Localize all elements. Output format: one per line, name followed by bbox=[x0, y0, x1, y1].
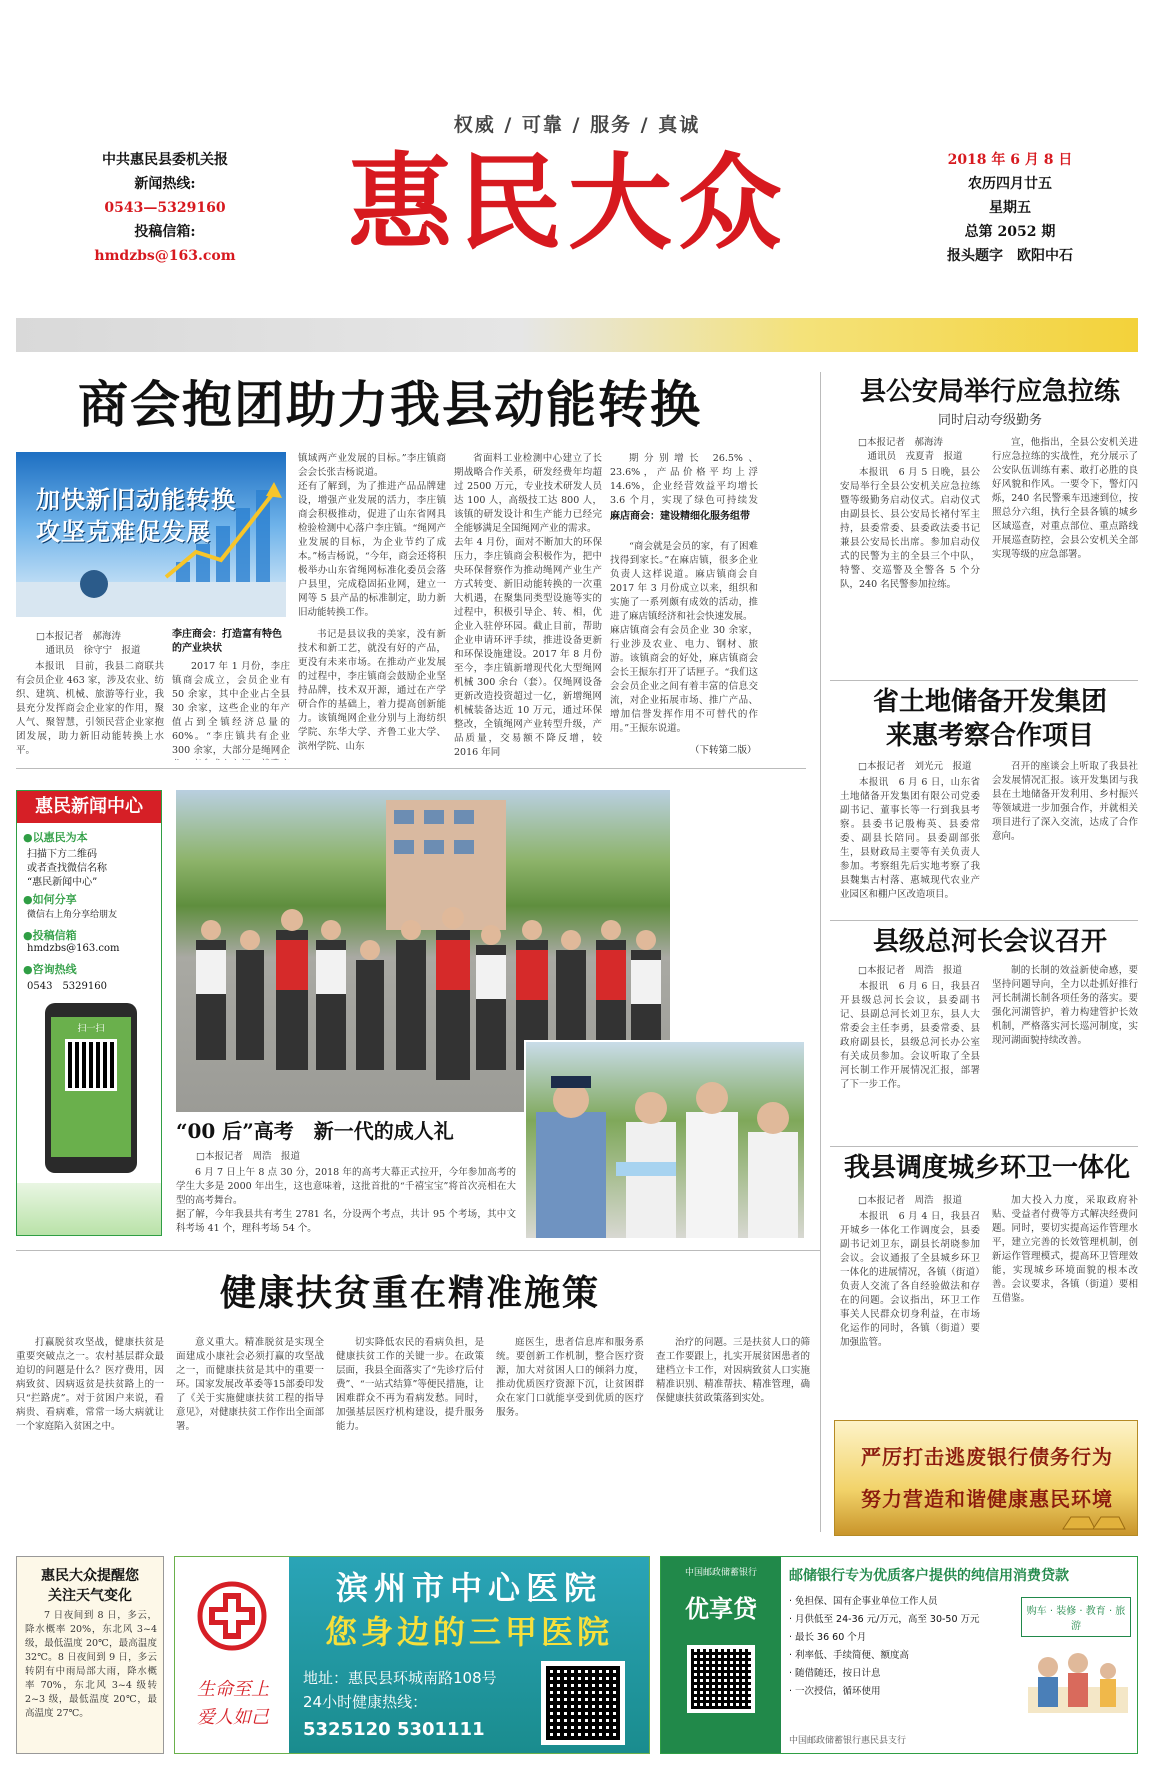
lunar-date: 农历四月廿五 bbox=[968, 176, 1052, 192]
sidebar-s1-line2: 或者查找微信名称 bbox=[27, 863, 107, 874]
continued-note: （下转第二版） bbox=[690, 745, 757, 756]
land-group-byline: □本报记者 刘光元 报道 bbox=[858, 761, 972, 772]
sidebar-s3-title: ●投稿信箱 bbox=[23, 929, 77, 942]
email-label: 投稿信箱: bbox=[134, 224, 196, 240]
health-col3: 切实降低农民的看病负担，是健康扶贫工作的关键一步。在政策层面，我县全面落实了“先诊疗后付费”、“一站式结算”等便民措施，让困难群众不再为看病发愁。同时，加强基层医疗机构建设，提升服务能力。 bbox=[336, 1337, 484, 1432]
right2-divider bbox=[830, 920, 1138, 921]
phone-illustration bbox=[45, 1003, 137, 1173]
gaokao-caption: “00 后”高考 新一代的成人礼 bbox=[176, 1119, 454, 1143]
hospital-slogan: 您身边的三甲医院 bbox=[324, 1613, 613, 1651]
lead-col2-bottom: 2017 年 1 月份，李庄镇商会成立，会员企业有 50 余家，其中企业占全县 30 余家，这些企业的年产值占到全镇经济总量的 60%。“李庄镇共有企业 300 余家，大部分是绳网企 bbox=[172, 661, 290, 756]
hospital-address: 地址：惠民县环城南路108号 bbox=[303, 1669, 497, 1687]
bank-line4: · 利率低、手续简便、额度高 bbox=[789, 1650, 910, 1661]
bank-product: 优享贷 bbox=[685, 1595, 757, 1623]
dynamic-conversion-banner bbox=[16, 452, 286, 617]
bank-line5: · 随借随还，按日计息 bbox=[789, 1668, 881, 1679]
river-chief-col1: 本报讯 6 月 6 日，我县召开县级总河长会议，县委副书记、县副总河长刘卫东，县人大常委会主任李勇，县委常委、县政府副县长，县级总河长办公室有关成员参加。会议听取了全县河长制工作开展情况汇报，部署了下一步工作。 bbox=[840, 981, 980, 1090]
calligrapher: 报头题字 欧阳中石 bbox=[947, 248, 1073, 264]
hospital-right-panel bbox=[289, 1557, 649, 1753]
hotline-number: 0543—5329160 bbox=[104, 200, 226, 216]
weather-body: 7 日夜间到 8 日，多云，降水概率 20%，东北风 3~4 级，最低温度 20℃，最高温度 32℃。8 日夜间到 9 日，多云转阴有中雨局部大雨，降水概率 70%，东北风 3~4 级转 2~3 级，最低温度 20℃，最高温度 27℃。 bbox=[25, 1610, 157, 1719]
gold-bars-icon bbox=[1059, 1509, 1129, 1531]
gaokao-byline: □本报记者 周浩 报道 bbox=[196, 1151, 300, 1162]
right-column-divider bbox=[820, 372, 821, 1532]
lead-headline: 商会抱团助力我县动能转换 bbox=[78, 376, 702, 434]
health-col5: 治疗的问题。三是扶贫人口的筛查工作要跟上，扎实开展贫困患者的建档立卡工作，对因病致贫人口实施精准识别、精准帮扶、精准管理，确保健康扶贫政策落到实处。 bbox=[656, 1337, 810, 1404]
gaokao-body: 6 月 7 日上午 8 点 30 分，2018 年的高考大幕正式拉开，今年参加高考的学生大多是 2000 年出生，这也意味着，这批首批的“千禧宝宝”将首次亮相在大型的高考舞台。 据了解，今年我县共有考生 2781 名，分设两个考点，共计 95 个考场，其中文科考场 41 个，理科考场 54 个。 bbox=[176, 1167, 516, 1234]
bank-left-panel bbox=[661, 1557, 781, 1753]
family-illustration bbox=[1023, 1637, 1133, 1717]
weather-title-1: 惠民大众提醒您 bbox=[41, 1568, 139, 1584]
org-name: 中共惠民县委机关报 bbox=[102, 152, 228, 168]
hospital-hotline: 5325120 5301111 bbox=[303, 1719, 485, 1740]
police-drill-headline: 县公安局举行应急拉练 bbox=[859, 377, 1120, 407]
lead-col2-subhead: 李庄商会：打造富有特色的产业块状 bbox=[172, 629, 282, 654]
right3-divider bbox=[830, 1146, 1138, 1147]
hospital-name: 滨州市中心医院 bbox=[335, 1569, 602, 1607]
lead-divider bbox=[16, 768, 806, 769]
sidebar-s4-text: 0543 5329160 bbox=[27, 981, 107, 992]
land-group-col2: 召开的座谈会上听取了我县社会发展情况汇报。该开发集团与我县在土地储备开发利用、乡村振兴等领域进一步加强合作，并就相关项目进行了深入交流，达成了合作意向。 bbox=[992, 761, 1138, 842]
sanitation-headline: 我县调度城乡环卫一体化 bbox=[843, 1153, 1130, 1183]
masthead-title: 惠民大众 bbox=[347, 141, 788, 264]
sidebar-title: 惠民新闻中心 bbox=[17, 791, 161, 823]
hospital-motto-1: 生命至上 bbox=[197, 1679, 269, 1700]
hospital-hotline-label: 24小时健康热线： bbox=[303, 1693, 428, 1711]
sidebar-s4-title: ●咨询热线 bbox=[23, 963, 77, 976]
police-drill-byline: □本报记者 郝海涛 通讯员 戎夏青 报道 bbox=[858, 437, 963, 462]
issue-number: 总第 2052 期 bbox=[964, 224, 1056, 240]
sidebar-s3-text: hmdzbs@163.com bbox=[27, 943, 120, 954]
hotline-label: 新闻热线: bbox=[134, 176, 196, 192]
weekday: 星期五 bbox=[989, 200, 1031, 216]
news-center-sidebar bbox=[16, 790, 162, 1236]
lead-col2-top: 镇域两产业发展的目标。”李庄镇商会会长张吉杨说道。 还有了解到，为了推进产品品牌建设，增强产业发展的活力，李庄镇商会积极推动，促进了山东省网具检验检测中心落户李庄镇。“绳网产业发展的目标，为企业节约了成本。”杨吉杨说，“今年，商会还将积极举办山东省绳网标准化委员会落户县里，完成稳固拓业网，建立一网等 5 县产品的标准制定，助力新旧动能转换工作。 bbox=[298, 453, 446, 618]
sidebar-s1-line1: 扫描下方二维码 bbox=[27, 849, 97, 860]
lead-col5: 期分别增长 26.5%、23.6%，产品价格平均上浮 14.6%，企业经营效益平均增长 3.6 个月，实现了绿色可持续发 bbox=[610, 453, 758, 506]
masthead-band bbox=[16, 318, 1138, 352]
police-drill-col2: 宣，他指出，全县公安机关进行应急拉练的实战性，充分展示了公安队伍训练有素、敢打必胜的良好风貌和作风。一要令下，警灯闪烁，240 名民警乘车迅速到位，按照总分六组，执行全县各镇的城乡区域巡查，对重点部位、重点路线开展巡查防控，会县公安机关全部实现等级的应急部署。 bbox=[992, 437, 1138, 560]
banner-line1: 加快新旧动能转换 bbox=[36, 486, 236, 514]
lead-col4: 省面料工业检测中心建立了长期战略合作关系，研发经费年均超过 2500 万元，专业技术研发人员达 100 人，高级技工达 800 人，该镇的研发设计和生产能力已经完全能够满足全国绳网产业的需求。 去年 4 月份，面对不断加大的环保压力，李庄镇商会积极作为，把中央环保督察作为推动绳网产业生产方式转变、新旧动能转换的一次重大机遇，在聚集同类型设施等实的过程中，积极引导企、转、相，优企业入驻停环园。截止目前，帮助企业申请环评手续，推进设备更新和环保设施建设。2017 年 8 月份至今，李庄镇新增现代化大型绳网机械 300 余台（套）。仅绳网设备更新改造投资超过一亿，新增绳网机械装备达近 10 万元，通过环保整改，全镇绳网产业转型升级，产品质量，交易额不降反增，较 2016 年同 bbox=[454, 453, 602, 758]
river-chief-byline: □本报记者 周浩 报道 bbox=[858, 965, 962, 976]
sanitation-byline: □本报记者 周浩 报道 bbox=[858, 1195, 962, 1206]
lead-col3: 书记是县议我的美家，没有新技术和新工艺，就没有好的产品，更没有未来市场。在推动产业发展的过程中，李庄镇商会鼓励企业坚持品牌，技术双开源，通过在产学研合作的基础上，着力提高创新能力。该镇绳网企业分别与上海纺织学院、东华大学、齐鲁工业大学、滨州学院、山东 bbox=[298, 629, 446, 752]
police-checking-illustration bbox=[526, 1042, 806, 1240]
health-col1: 打赢脱贫攻坚战，健康扶贫是重要突破点之一。农村基层群众最迫切的问题是什么？医疗费用，因病致贫、因病返贫是扶贫路上的一只“拦路虎”。对于贫困户来说，看病贵、看病难，常常一场大病就让一个家庭陷入贫困之中。 bbox=[16, 1337, 164, 1432]
weather-box bbox=[16, 1556, 164, 1754]
hospital-qr-code-icon bbox=[541, 1661, 625, 1745]
phone-label: 扫一扫 bbox=[77, 1024, 105, 1034]
health-col2: 意义重大。精准脱贫是实现全面建成小康社会必须打赢的攻坚战之一，而健康扶贫是其中的重要一环。国家发展改革委等15部委印发了《关于实施健康扶贫工程的指导意见》，对健康扶贫工作作出全面部署。 bbox=[176, 1337, 324, 1432]
promo-line2: 努力营造和谐健康惠民环境 bbox=[861, 1487, 1113, 1511]
right1-divider bbox=[830, 680, 1138, 681]
police-drill-col1: 本报讯 6 月 5 日晚，县公安局举行全县公安机关应急拉练暨等级勤务启动仪式。启动仪式由副县长、县公安局长褚付军主持，县委常委、县委政法委书记兼县公安局长出席。参加启动仪式的民警为主的全县三个中队，特警、交巡警及全警各 5 个分队，240 名民警参加拉练。 bbox=[840, 467, 980, 590]
anti-debt-evasion-banner bbox=[834, 1420, 1138, 1536]
hospital-ad bbox=[174, 1556, 650, 1754]
weather-title-2: 关注天气变化 bbox=[48, 1588, 132, 1604]
lead-byline: □本报记者 郝海涛 通讯员 徐守宁 报道 bbox=[36, 631, 141, 656]
masthead-left bbox=[70, 148, 260, 268]
bank-title: 邮储银行专为优质客户提供的纯信用消费贷款 bbox=[789, 1568, 1069, 1584]
sanitation-col1: 本报讯 6 月 4 日，我县召开城乡一体化工作调度会，县委副书记刘卫东，副县长胡晓参加会议。会议通报了全县城乡环卫一体化的进展情况，各镇（街道）负责人交流了各自经验做法和存在的问题。会议指出，环卫工作事关人民群众切身利益，在市场化运作的同时，各镇（街道）要加强监管。 bbox=[840, 1211, 980, 1348]
police-drill-subhead: 同时启动夸级勤务 bbox=[937, 413, 1042, 428]
bank-tags: 购车 · 装修 · 教育 · 旅游 bbox=[1021, 1597, 1131, 1637]
health-col4: 庭医生，患者信息库和服务系统。要创新工作机制，整合医疗资源，加大对贫困人口的倾斜力度，推动优质医疗资源下沉，让贫困群众在家门口就能享受到优质的医疗服务。 bbox=[496, 1337, 644, 1418]
red-cross-icon bbox=[197, 1581, 267, 1651]
hospital-left-panel bbox=[175, 1557, 289, 1753]
masthead-slogan: 权威 / 可靠 / 服务 / 真诚 bbox=[453, 114, 701, 136]
issue-date: 2018 年 6 月 8 日 bbox=[947, 152, 1073, 168]
bank-line3: · 最长 36 60 个月 bbox=[789, 1632, 867, 1643]
exam-checkpoint-photo bbox=[524, 1040, 806, 1240]
hospital-motto-2: 爱人如己 bbox=[197, 1707, 269, 1728]
health-headline: 健康扶贫重在精准施策 bbox=[219, 1272, 600, 1314]
sidebar-s2-title: ●如何分享 bbox=[23, 893, 77, 906]
lead-col5-subhead: 麻店商会：建设精细化服务组带 bbox=[610, 511, 750, 522]
promo-line1: 严厉打击逃废银行债务行为 bbox=[861, 1445, 1113, 1469]
lead-col5-body: “商会就是会员的家，有了困难找得到家长。”在麻店镇，很多企业负责人这样说道。麻店镇商会自 2017 年 3 月份成立以来，组织和实施了一系列颇有成效的活动，推进了麻店镇经济和社会快速发展。 麻店镇商会有会员企业 30 余家，行业涉及农业、电力、钢材、旅游。该镇商会的好处，麻店镇商会会长王振东打开了话匣子。“我们这会会员企业之间有着丰富的信息交流，对企业拓展市场、推广产品、增加信誉发挥作用不可替代的作用。”王振东说道。 bbox=[610, 541, 758, 734]
land-group-headline-1: 省土地储备开发集团 bbox=[872, 687, 1107, 717]
bank-line6: · 一次授信，循环使用 bbox=[789, 1686, 881, 1697]
qr-code-icon bbox=[65, 1039, 117, 1091]
sidebar-s2-text: 微信右上角分享给朋友 bbox=[27, 910, 118, 920]
sidebar-s1-title: ●以惠民为本 bbox=[23, 831, 88, 844]
postal-bank-ad bbox=[660, 1556, 1138, 1754]
bank-footer: 中国邮政储蓄银行惠民县支行 bbox=[789, 1736, 907, 1746]
bank-line2: · 月供低至 24-36 元/万元，高至 30-50 万元 bbox=[789, 1614, 980, 1625]
sidebar-s1-line3: “惠民新闻中心” bbox=[27, 877, 98, 888]
river-chief-headline: 县级总河长会议召开 bbox=[872, 927, 1107, 957]
land-group-headline-2: 来惠考察合作项目 bbox=[885, 721, 1094, 751]
banner-line2: 攻坚克难促发展 bbox=[36, 518, 211, 546]
sanitation-col2: 加大投入力度，采取政府补贴、受益者付费等方式解决经费问题。同时，要切实提高运作管理水平，建立完善的长效管理机制，创新运作管理模式，提高环卫管理效能，实现城乡环境面貌的根本改善。会议要求，各镇（街道）要相互借鉴。 bbox=[992, 1195, 1138, 1304]
lead-col1: 本报讯 目前，我县二商联共有会员企业 463 家，涉及农业、纺织、建筑、机械、旅游等行业，我县充分发挥商会企业家的作用，聚人气、聚智慧，引领民营企业家抱团发展，助力新旧动能转换上水平。 bbox=[16, 661, 164, 756]
mid-divider bbox=[16, 1250, 820, 1251]
bank-line1: · 免担保、国有企事业单位工作人员 bbox=[789, 1596, 938, 1607]
masthead-right bbox=[910, 148, 1110, 268]
land-group-col1: 本报讯 6 月 6 日，山东省土地储备开发集团有限公司党委副书记、董事长等一行到我县考察。县委书记殷梅英、县委常委、副县长陪同。县委副部张生，县财政局主要等有关负责人参加。考察组先后实地考察了我县魏集古村落、惠城现代农业产业园区和棚户区改造项目。 bbox=[840, 777, 980, 900]
email-address: hmdzbs@163.com bbox=[94, 248, 236, 264]
bank-brand: 中国邮政储蓄银行 bbox=[684, 1568, 757, 1578]
river-chief-col2: 制的长制的效益新使命感，要坚持问题导向，全力以赴抓好推行河长制湖长制各项任务的落实。要强化河湖管护，着力构建管护长效机制，严格落实河长巡河制度，实现河湖面貌持续改善。 bbox=[992, 965, 1138, 1046]
bank-qr-code-icon bbox=[687, 1645, 755, 1713]
